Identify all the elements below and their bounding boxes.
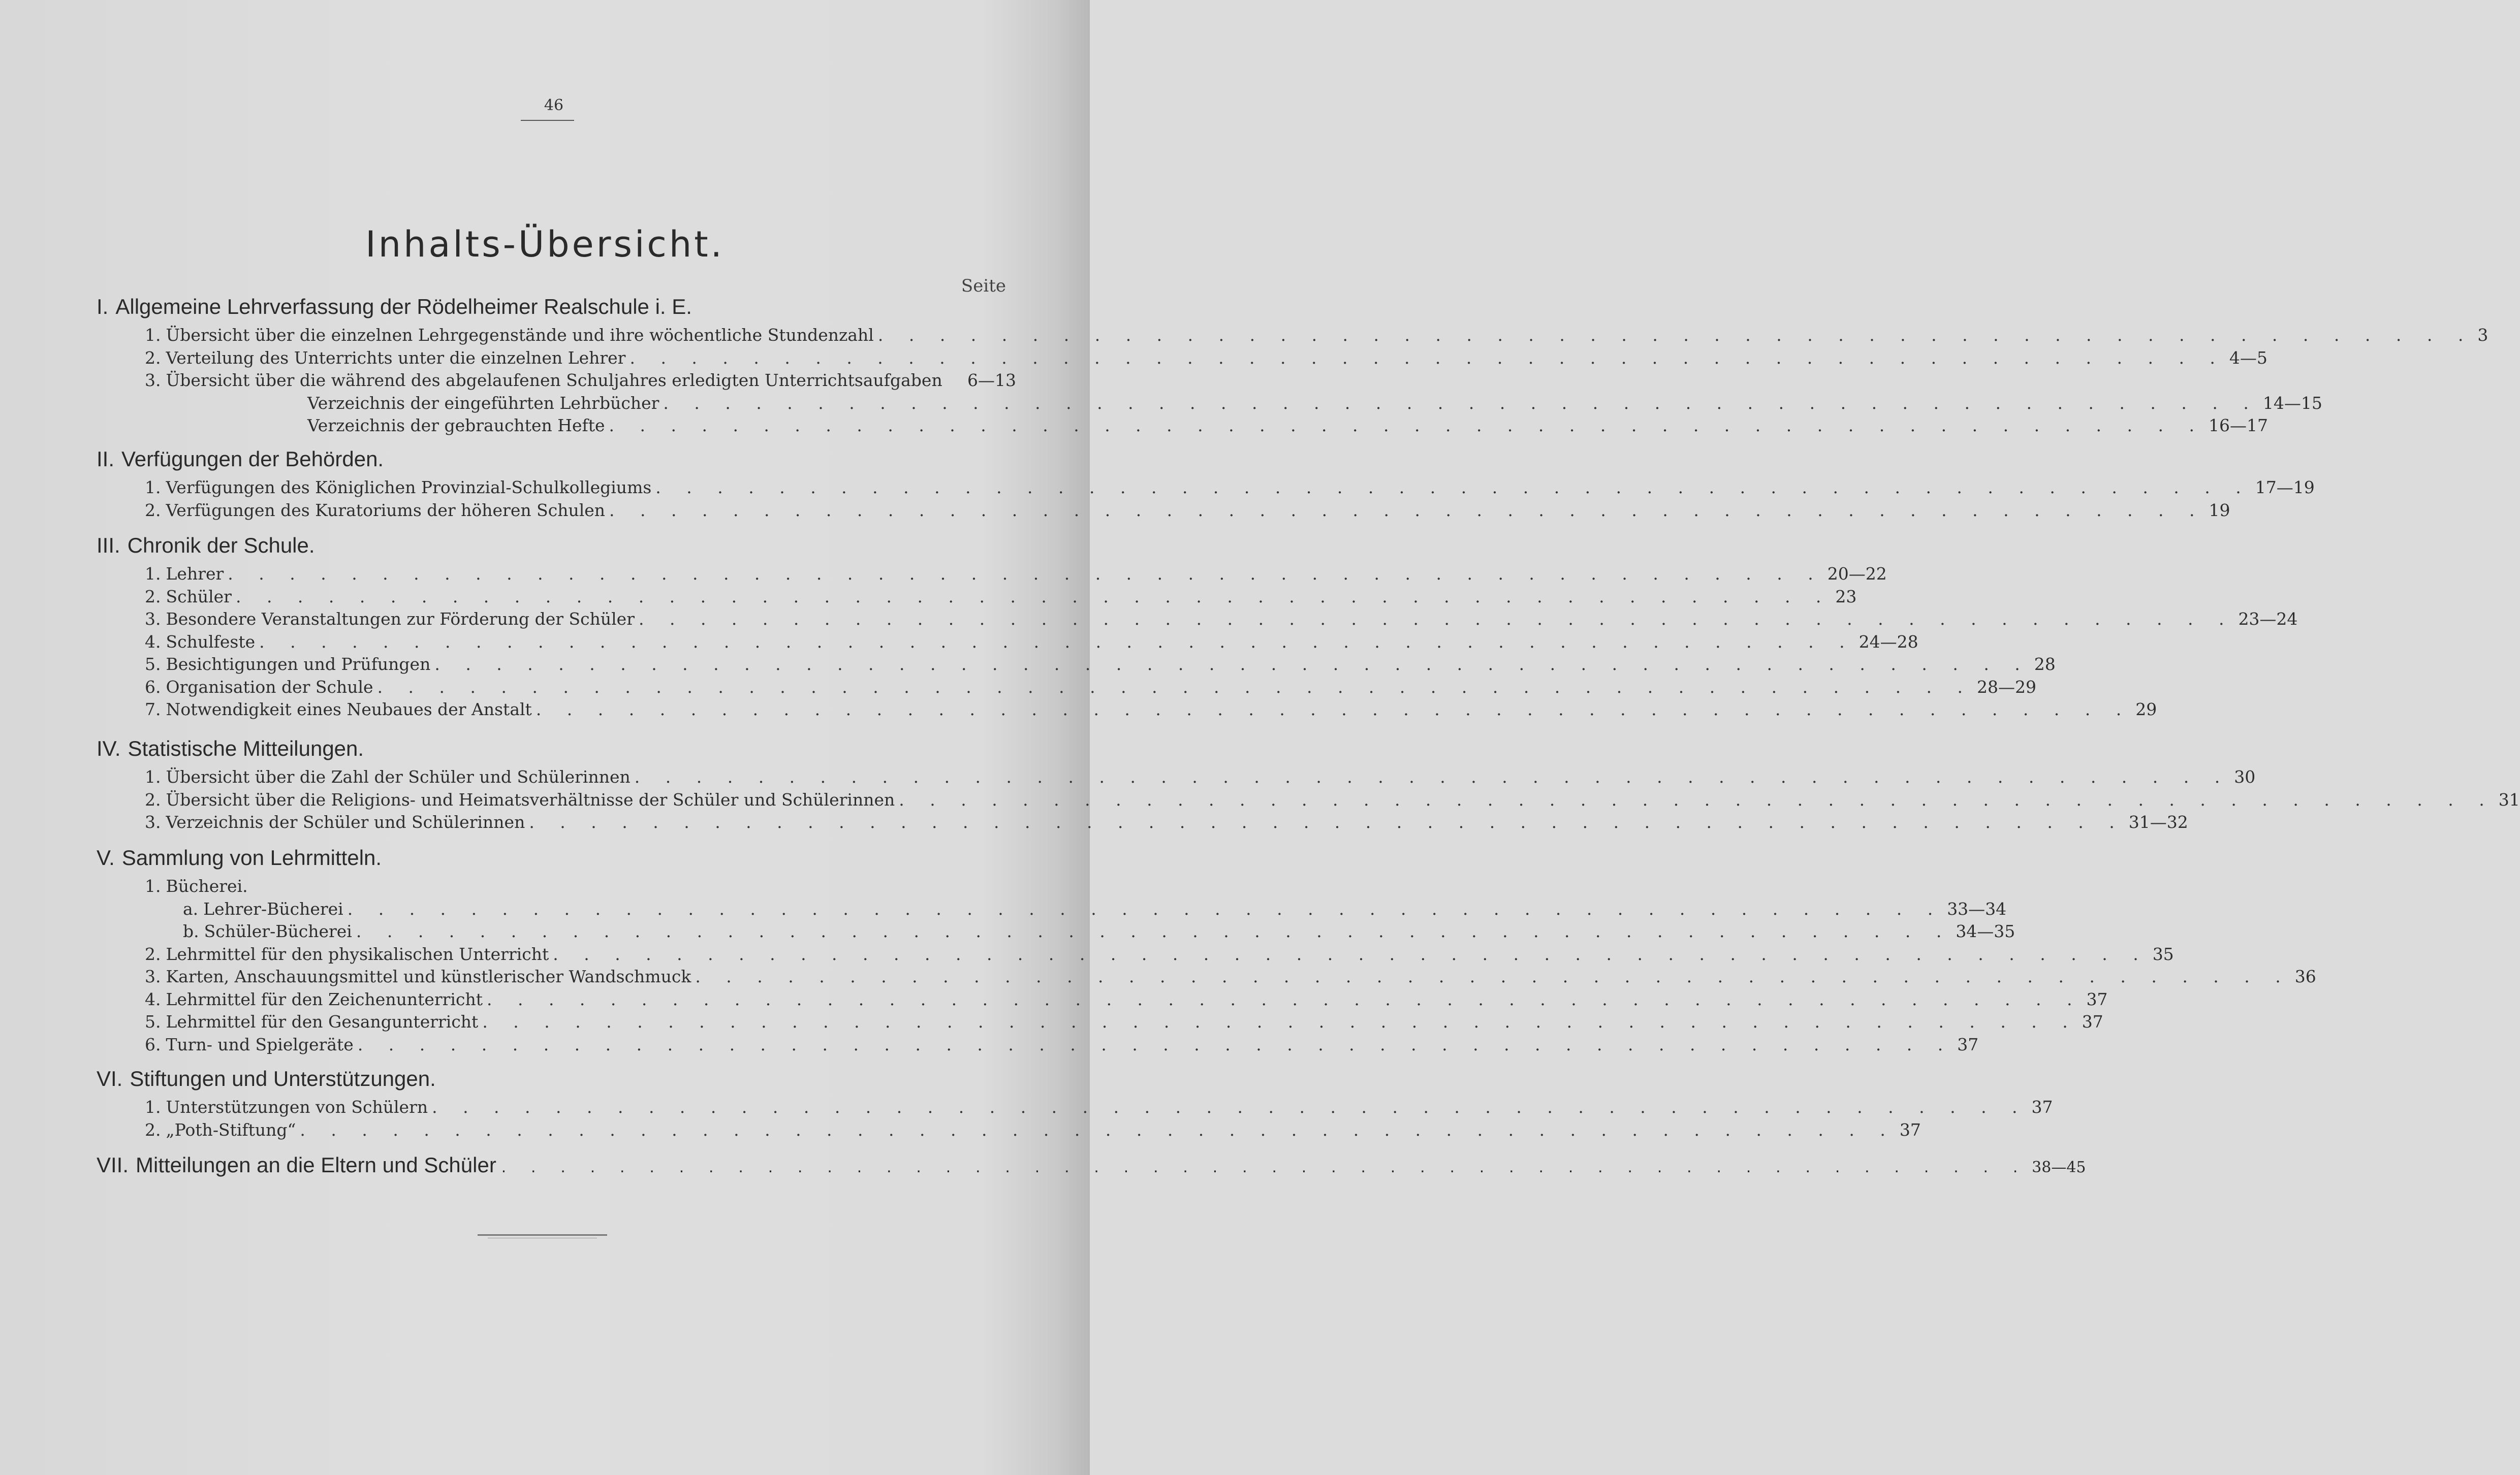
page-range: 24—28 [1858, 631, 1918, 652]
entry-text: Lehrer [166, 564, 224, 584]
section-title: Allgemeine Lehrverfassung der Rödelheimer Realschule i. E. [115, 295, 692, 318]
toc-entry [145, 586, 1857, 609]
entry-text: Bücherei. [166, 876, 248, 896]
entry-text: Verzeichnis der gebrauchten Hefte [307, 415, 605, 435]
section-numeral: VII. [97, 1153, 129, 1177]
entry-label [145, 790, 895, 810]
entry-text: Schulfeste [166, 631, 256, 652]
entry-number: 2. [145, 347, 161, 368]
toc-entry [307, 415, 2268, 438]
leader-dots: . . . . . . . . . . . . . . . . . . . . . . . . . . . . . . . . . . . . . . . . . . . . . . . . . . . . [695, 967, 2291, 986]
page-range: 37 [1899, 1119, 1921, 1140]
leader-dots: . . . . . . . . . . . . . . . . . . . . . . . . . . . . . . . . . . . . . . . . . . . . . . . . . . . . [655, 477, 2251, 497]
section-title: Mitteilungen an die Eltern und Schüler [136, 1153, 496, 1177]
entry-text: Übersicht über die Zahl der Schüler und Schülerinnen [166, 767, 631, 787]
page-range: 37 [2031, 1097, 2053, 1117]
entry-label [145, 587, 232, 606]
entry-number: 3. [145, 967, 161, 986]
entry-label [145, 989, 483, 1009]
entry-label [145, 677, 373, 697]
entry-number: 5. [145, 1012, 161, 1032]
entry-label [145, 632, 255, 652]
entry-number: 3. [145, 370, 161, 390]
entry-text: Besichtigungen und Prüfungen [166, 654, 431, 674]
entry-label [145, 564, 224, 584]
entry-number: a. [183, 899, 199, 919]
entry-label [145, 944, 549, 964]
page-range: 23—24 [2238, 609, 2298, 629]
entry-label [145, 370, 942, 390]
entry-number: 5. [145, 654, 161, 674]
leader-dots: . . . . . . . . . . . . . . . . . . . . . . . . . . . . . . . . . . . . . . . . . . . . . . . . . . . . [638, 609, 2234, 629]
toc-entry [145, 699, 2157, 722]
toc-entry [145, 325, 2488, 347]
toc-entry [145, 654, 2056, 677]
page-number-rule [521, 120, 574, 121]
entry-label [183, 899, 343, 919]
page-range: 38—45 [2032, 1159, 2086, 1176]
leader-dots: . . . . . . . . . . . . . . . . . . . . . . . . . . . . . . . . . . . . . . . . . . . . . . . . . . . . [482, 1012, 2078, 1032]
entry-number: 1. [145, 477, 161, 497]
leader-dots: . . . . . . . . . . . . . . . . . . . . . . . . . . . . . . . . . . . . . . . . . . . . . . . . . . . . [347, 899, 1943, 919]
entry-label [145, 967, 691, 986]
section-heading [97, 295, 692, 319]
entry-text: Schüler [166, 586, 232, 606]
entry-number: 6. [145, 1034, 161, 1054]
section-numeral: V. [97, 846, 115, 870]
toc-entry [145, 967, 2316, 989]
toc-entry [183, 899, 2007, 921]
toc-entry [145, 1034, 1979, 1057]
page-range: 6—13 [967, 370, 1016, 390]
entry-text: Besondere Veranstaltungen zur Förderung der Schüler [166, 609, 635, 629]
leader-dots: . . . . . . . . . . . . . . . . . . . . . . . . . . . . . . . . . . . . . . . . . . . . . . . . . . . . [899, 789, 2495, 810]
leader-dots: . . . . . . . . . . . . . . . . . . . . . . . . . . . . . . . . . . . . . . . . . . . . . . . . . . . . [228, 564, 1823, 584]
entry-number: 7. [145, 699, 161, 719]
toc-entry [145, 944, 2174, 967]
leader-dots: . . . . . . . . . . . . . . . . . . . . . . . . . . . . . . . . . . . . . . . . . . . . . . . . . . . . [629, 347, 2225, 368]
entry-number: 2. [145, 500, 161, 520]
page-range: 17—19 [2255, 477, 2315, 497]
section-heading [97, 736, 364, 761]
toc-entry [145, 789, 2520, 812]
page-range: 37 [2082, 1012, 2103, 1032]
section-numeral: II. [97, 447, 115, 471]
page-range: 37 [1957, 1034, 1979, 1054]
section-title: Statistische Mitteilungen. [128, 736, 364, 760]
leader-dots: . . . . . . . . . . . . . . . . . . . . . . . . . . . . . . . . . . . . . . . . . . . . . . . . . . . . [553, 944, 2149, 964]
toc-entry [145, 876, 1016, 899]
toc-entry [307, 393, 2322, 415]
toc-entry [183, 921, 2015, 944]
entry-text: Lehrmittel für den Gesangunterricht [166, 1012, 479, 1032]
entry-label [145, 1012, 478, 1032]
toc-entry [145, 1119, 1921, 1142]
toc-entry [145, 477, 2315, 500]
entry-label [145, 500, 605, 520]
page-number: 46 [544, 97, 564, 114]
page-range: 19 [2209, 500, 2230, 520]
leader-dots: . . . . . . . . . . . . . . . . . . . . . . . . . . . . . . . . . . . . . . . . . . . . . . . . . . . . [434, 654, 2030, 674]
entry-label [145, 876, 248, 896]
leader-dots: . . . . . . . . . . . . . . . . . . . . . . . . . . . . . . . . . . . . . . . . . . . . . . . . . . . . [663, 393, 2259, 413]
page-range: 31—32 [2128, 812, 2188, 832]
entry-label [145, 699, 532, 719]
leader-dots: . . . . . . . . . . . . . . . . . . . . . . . . . . . . . . . . . . . . . . . . . . . . . . . . . . . . [377, 677, 1973, 697]
entry-text: Unterstützungen von Schülern [166, 1097, 428, 1117]
page-range: 34—35 [1956, 921, 2015, 941]
entry-number: 3. [145, 609, 161, 629]
leader-dots: . . . . . . . . . . . . . . . . . . . . . . . . . . . . . . . . . . . . . . . . . . . . . . . . . . . . [432, 1097, 2028, 1117]
page-range: 35 [2152, 944, 2174, 964]
entry-text: Übersicht über die Religions- und Heimatsverhältnisse der Schüler und Schülerinnen [166, 789, 895, 810]
leader-dots: . . . . . . . . . . . . . . . . . . . . . . . . . . . . . . . . . . . . . . . . . . . . . . . . . . . . [501, 1157, 2028, 1176]
entry-number: 1. [145, 767, 161, 787]
entry-number: 4. [145, 989, 161, 1009]
toc-entry [145, 347, 2267, 370]
section-heading [97, 1153, 2086, 1177]
leader-dots: . . . . . . . . . . . . . . . . . . . . . . . . . . . . . . . . . . . . . . . . . . . . . . . . . . . . [356, 921, 1952, 941]
leader-dots: . . . . . . . . . . . . . . . . . . . . . . . . . . . . . . . . . . . . . . . . . . . . . . . . . . . . [300, 1119, 1896, 1140]
toc-entry [145, 1097, 2053, 1119]
entry-text: Lehrmittel für den Zeichenunterricht [166, 989, 483, 1009]
toc-entry [145, 370, 1016, 393]
entry-number: 3. [145, 812, 161, 832]
page-range: 33—34 [1947, 899, 2007, 919]
entry-number: 2. [145, 944, 161, 964]
section-numeral: I. [97, 295, 109, 318]
section-heading [97, 533, 315, 558]
entry-number: 2. [145, 1119, 161, 1140]
page-range: 4—5 [2229, 347, 2267, 368]
toc-entry [145, 767, 2256, 789]
section-heading [97, 447, 384, 471]
toc-entry [145, 812, 2188, 835]
entry-number: 2. [145, 586, 161, 606]
page-range: 30 [2234, 767, 2256, 787]
toc-entry [145, 631, 1918, 654]
entry-number: 1. [145, 876, 161, 896]
entry-number: 1. [145, 325, 161, 345]
page-range: 37 [2086, 989, 2108, 1009]
toc-entry [145, 564, 1887, 586]
section-numeral: III. [97, 533, 120, 557]
entry-number: 1. [145, 564, 161, 584]
entry-text: Verteilung des Unterrichts unter die einzelnen Lehrer [166, 347, 626, 368]
leader-dots: . . . . . . . . . . . . . . . . . . . . . . . . . . . . . . . . . . . . . . . . . . . . . . . . . . . . [634, 767, 2230, 787]
entry-text: Verzeichnis der Schüler und Schülerinnen [166, 812, 525, 832]
entry-number: 6. [145, 677, 161, 697]
entry-text: Lehrer-Bücherei [203, 899, 343, 919]
entry-text: „Poth-Stiftung“ [166, 1119, 296, 1140]
leader-dots: . . . . . . . . . . . . . . . . . . . . . . . . . . . . . . . . . . . . . . . . . . . . . . . . . . . . [486, 989, 2083, 1009]
entry-text: Turn- und Spielgeräte [166, 1034, 354, 1054]
entry-number: b. [183, 921, 199, 941]
footer-rule [478, 1234, 607, 1236]
entry-text: Organisation der Schule [166, 677, 373, 697]
leader-dots: . . . . . . . . . . . . . . . . . . . . . . . . . . . . . . . . . . . . . . . . . . . . . . . . . . . . [357, 1034, 1954, 1054]
leader-dots: . . . . . . . . . . . . . . . . . . . . . . . . . . . . . . . . . . . . . . . . . . . . . . . . . . . . [235, 586, 1832, 606]
page-range: 36 [2294, 967, 2316, 986]
section-title: Sammlung von Lehrmitteln. [121, 846, 382, 870]
entry-text: Verzeichnis der eingeführten Lehrbücher [307, 393, 659, 413]
entry-number: 4. [145, 631, 161, 652]
section-title: Stiftungen und Unterstützungen. [130, 1067, 436, 1091]
leader-dots: . . . . . . . . . . . . . . . . . . . . . . . . . . . . . . . . . . . . . . . . . . . . . . . . . . . . [609, 500, 2205, 520]
entry-label [145, 812, 525, 832]
entry-text: Karten, Anschauungsmittel und künstlerischer Wandschmuck [166, 967, 691, 986]
section-heading [97, 1067, 436, 1091]
entry-label [307, 415, 605, 435]
entry-label [145, 767, 631, 787]
entry-text: Übersicht über die während des abgelaufenen Schuljahres erledigten Unterrichtsaufgaben [166, 370, 942, 390]
entry-number: 2. [145, 789, 161, 810]
toc-entry [145, 677, 2037, 699]
toc-entry [145, 500, 2230, 523]
entry-text: Verfügungen des Königlichen Provinzial-Schulkollegiums [166, 477, 652, 497]
entry-text: Notwendigkeit eines Neubaues der Anstalt [166, 699, 532, 719]
entry-label [307, 393, 659, 413]
page-range: 14—15 [2262, 393, 2322, 413]
page-range: 23 [1835, 586, 1857, 606]
page-range: 31 [2498, 789, 2520, 810]
entry-label [145, 477, 651, 497]
page-range: 3 [2477, 325, 2488, 345]
section-numeral: VI. [97, 1067, 123, 1091]
toc-entry [145, 989, 2108, 1012]
entry-text: Verfügungen des Kuratoriums der höheren Schulen [166, 500, 606, 520]
section-title: Verfügungen der Behörden. [121, 447, 384, 471]
section-title: Chronik der Schule. [127, 533, 315, 557]
page-range: 29 [2135, 699, 2157, 719]
page-range: 28—29 [1977, 677, 2037, 697]
entry-label [145, 609, 635, 629]
entry-number: 1. [145, 1097, 161, 1117]
toc-entry [145, 1012, 2103, 1034]
entry-label [145, 1120, 296, 1140]
leader-dots: . . . . . . . . . . . . . . . . . . . . . . . . . . . . . . . . . . . . . . . . . . . . . . . . . . . . [877, 325, 2474, 345]
entry-label [183, 921, 352, 941]
leader-dots: . . . . . . . . . . . . . . . . . . . . . . . . . . . . . . . . . . . . . . . . . . . . . . . . . . . . [259, 631, 1855, 652]
leader-dots: . . . . . . . . . . . . . . . . . . . . . . . . . . . . . . . . . . . . . . . . . . . . . . . . . . . . [609, 415, 2204, 435]
entry-text: Übersicht über die einzelnen Lehrgegenstände und ihre wöchentliche Stundenzahl [166, 325, 874, 345]
entry-label [145, 348, 625, 368]
toc-entry [145, 609, 2298, 631]
entry-label [145, 1035, 354, 1054]
entry-text: Lehrmittel für den physikalischen Unterricht [166, 944, 549, 964]
leader-dots: . . . . . . . . . . . . . . . . . . . . . . . . . . . . . . . . . . . . . . . . . . . . . . . . . . . . [536, 699, 2132, 719]
leader-dots: . . . . . . . . . . . . . . . . . . . . . . . . . . . . . . . . . . . . . . . . . . . . . . . . . . . . [529, 812, 2125, 832]
entry-label [145, 1097, 428, 1117]
page-range: 28 [2034, 654, 2056, 674]
entry-label [145, 654, 430, 674]
section-numeral: IV. [97, 736, 121, 760]
page-range: 20—22 [1827, 564, 1887, 584]
entry-label [145, 325, 874, 345]
page-title: Inhalts-Übersicht. [365, 223, 724, 265]
section-heading [97, 846, 382, 870]
seite-column-header: Seite [961, 276, 1006, 296]
page-range: 16—17 [2208, 415, 2268, 435]
entry-text: Schüler-Bücherei [204, 921, 352, 941]
